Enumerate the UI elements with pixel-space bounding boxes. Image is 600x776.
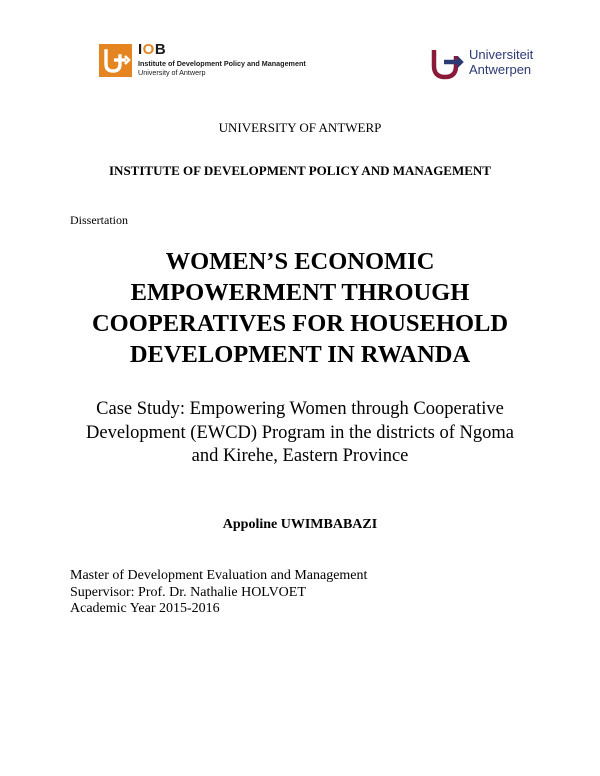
academic-year: Academic Year 2015-2016: [70, 601, 220, 616]
ua-logo-line1: Universiteit: [469, 47, 534, 62]
iob-logo-name: [138, 41, 166, 58]
ua-logo: [429, 47, 569, 83]
document-type: Dissertation: [70, 213, 128, 227]
dissertation-details: [70, 568, 367, 618]
dissertation-title: [0, 246, 600, 370]
institute-name: INSTITUTE OF DEVELOPMENT POLICY AND MANAGEMENT: [109, 163, 491, 178]
author-name: Appoline UWIMBABAZI: [222, 517, 378, 532]
title-line: COOPERATIVES FOR HOUSEHOLD: [91, 310, 509, 337]
iob-logo-mark-icon: [99, 44, 132, 77]
ua-logo-line2: Antwerpen: [469, 62, 532, 77]
title-line: DEVELOPMENT IN RWANDA: [129, 341, 471, 368]
subtitle-line: Development (EWCD) Program in the districts of Ngoma: [86, 422, 514, 443]
ua-logo-mark-icon: [429, 47, 465, 80]
iob-logo: [99, 41, 319, 80]
program-name: Master of Development Evaluation and Management: [70, 568, 368, 583]
iob-logo-name-text: IOB: [138, 41, 167, 58]
subtitle-line: and Kirehe, Eastern Province: [191, 446, 409, 466]
university-name: UNIVERSITY OF ANTWERP: [218, 120, 382, 135]
title-line: EMPOWERMENT THROUGH: [130, 279, 470, 306]
dissertation-subtitle: [0, 398, 600, 469]
supervisor: Supervisor: Prof. Dr. Nathalie HOLVOET: [70, 584, 306, 600]
title-line: WOMEN’S ECONOMIC: [165, 248, 435, 275]
iob-logo-institute: Institute of Development Policy and Management: [138, 59, 306, 68]
subtitle-line: Case Study: Empowering Women through Cooperative: [96, 399, 504, 419]
iob-logo-university: University of Antwerp: [138, 68, 206, 77]
